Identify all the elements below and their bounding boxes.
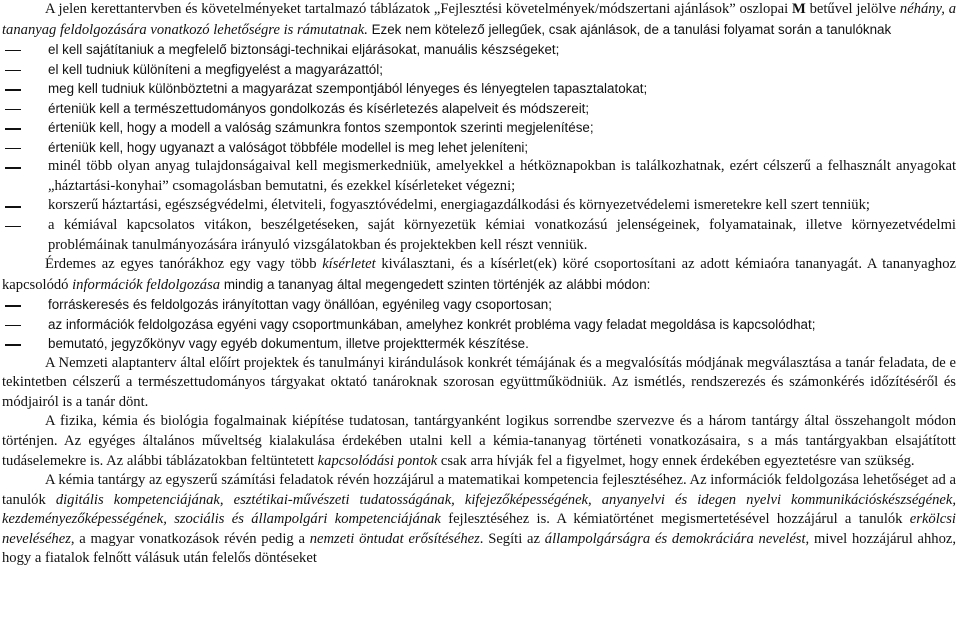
- intro-text-e: Ezek nem kötelező jellegűek, csak ajánlások, de a tanulási folyamat során a tanulóknak: [367, 21, 892, 37]
- competencies-text-i: , mivel hozzájárul ahhoz, hogy a fiatalok felnőtt válásuk után felelős döntéseket: [2, 530, 957, 567]
- connection-points-italic: kapcsolódási pontok: [317, 452, 438, 469]
- list-item: a kémiával kapcsolatos vitákon, beszélgetéseken, saját környezetük kémiai vonatkozású jelenségeinek, folyamatainak, illetve környezetvédelmi problémáinak tanulmányozására irányuló vizsgálatokban és projektekben kell részt venniük.: [48, 216, 956, 255]
- competencies-text-a: A kémia tantárgy az egyszerű számítási feladatok révén hozzájárul a matematikai kompetencia fejlesztéséhez. Az információk feldolgozása lehetőséget ad a tanulók: [2, 472, 956, 508]
- intro-text-a: A jelen kerettantervben és követelményeket tartalmazó táblázatok „Fejlesztési követelmények/módszertani ajánlások” oszlopai: [45, 1, 792, 17]
- projects-paragraph: A Nemzeti alaptanterv által előírt projektek és tanulmányi kirándulások konkrét témájának és a megvalósítás módjának megválasztása a tanár feladata, de e tekintetben célszerű a természettudományos tárgyakat oktató tanároknak szorosan együttműködniük. Az ismétlés, rendszerezés és számonkérés időzítéséről és módjairól is a tanár dönt.: [2, 354, 956, 410]
- competencies-text-g: . Segíti az: [479, 530, 545, 547]
- experiments-text-a: Érdemes az egyes tanórákhoz egy vagy több: [45, 256, 323, 273]
- competencies-paragraph: [2, 471, 956, 569]
- intro-text-c: betűvel jelölve: [805, 1, 900, 17]
- intro-paragraph: [2, 0, 956, 40]
- list-item: az információk feldolgozása egyéni vagy csoportmunkában, amelyhez konkrét probléma vagy feladat megoldása is kapcsolódhat;: [48, 315, 956, 335]
- citizenship-italic: állampolgárságra és demokráciára nevelést: [544, 530, 806, 547]
- list-item: forráskeresés és feldolgozás irányítottan vagy önállóan, egyénileg vagy csoportosan;: [48, 295, 956, 315]
- intro-text-italic: néhány, a tananyag feldolgozására vonatkozó lehetőségre is rámutatnak.: [2, 1, 956, 38]
- list-item: korszerű háztartási, egészségvédelmi, életviteli, fogyasztóvédelmi, energiagazdálkodási és környezetvédelemi ismeretekre kell szert tenniük;: [48, 196, 956, 216]
- experiments-text-italic: kísérletet: [322, 256, 376, 273]
- information-processing-italic: információk feldolgozása: [72, 276, 221, 293]
- national-identity-italic: nemzeti öntudat erősítéséhez: [309, 530, 480, 547]
- experiments-paragraph: [2, 255, 956, 295]
- list-item: érteniük kell, hogy a modell a valóság számunkra fontos szempontok szerinti megjelenítése;: [48, 118, 956, 138]
- list-item: minél több olyan anyag tulajdonságaival kell megismerkedniük, amelyekkel a hétköznapokban is találkozhatnak, ezért célszerű a felhasznált anyagokat „háztartási-konyhai” csomagolásban bemutatni, és ezekkel kísérleteket végezni;: [48, 157, 956, 196]
- concepts-paragraph: [2, 412, 956, 471]
- concepts-text-c: csak arra hívják fel a figyelmet, hogy ennek érdekében egyeztetésre van szükség.: [437, 452, 915, 469]
- list-item: bemutató, jegyzőkönyv vagy egyéb dokumentum, illetve projekttermék készítése.: [48, 334, 956, 354]
- list-item: érteniük kell, hogy ugyanazt a valóságot többféle modellel is meg lehet jeleníteni;: [48, 138, 956, 158]
- list-item: el kell sajátítaniuk a megfelelő biztonsági-technikai eljárásokat, manuális készségeket;: [48, 40, 956, 60]
- competencies-text-c: fejlesztéséhez is. A kémiatörténet megismertetésével hozzájárul a tanulók: [440, 511, 910, 528]
- experiments-text-c: kiválasztani, és a kísérlet(ek) köré csoportosítani az adott kémiaóra tananyagát. A tananyaghoz kapcsolódó: [2, 256, 956, 293]
- concepts-text-a: A fizika, kémia és biológia fogalmainak kiépítése tudatosan, tantárgyanként logikus sorrendbe szervezve és a három tantárgy által összehangolt módon történjen. Az egyéges általános műveltség kialakulása érdekében utalni kell a kémia-tananyag történeti vonatkozásaira, s a más tantárgyakban elsajátított tudáselemekre is. Az alábbi táblázatokban feltüntetett: [2, 413, 956, 469]
- experiments-text-e: mindig a tananyag által megengedett szinten történjék az alábbi módon:: [220, 276, 651, 292]
- competencies-italic: digitális kompetenciájának, esztétikai-művészeti tudatosságának, kifejezőképességének, anyanyelvi és idegen nyelvi kommunikációskészségének, kezdeményezőképességének, szociális és állampolgári kompetenciájának: [2, 491, 956, 528]
- list-item: meg kell tudniuk különböztetni a magyarázat szempontjából lényeges és lényegtelen tapasztalatokat;: [48, 79, 956, 99]
- moral-education-italic: erkölcsi neveléséhez: [2, 511, 956, 547]
- competencies-text-e: , a magyar vonatkozások révén pedig a: [70, 530, 310, 547]
- list-item: el kell tudniuk különíteni a megfigyelést a magyarázattól;: [48, 60, 956, 80]
- list-item: érteniük kell a természettudományos gondolkozás és kísérletezés alapelveit és módszereit;: [48, 99, 956, 119]
- intro-text-m-letter: M: [792, 1, 806, 17]
- information-processing-list: [2, 295, 956, 354]
- learning-requirements-list: [2, 40, 956, 255]
